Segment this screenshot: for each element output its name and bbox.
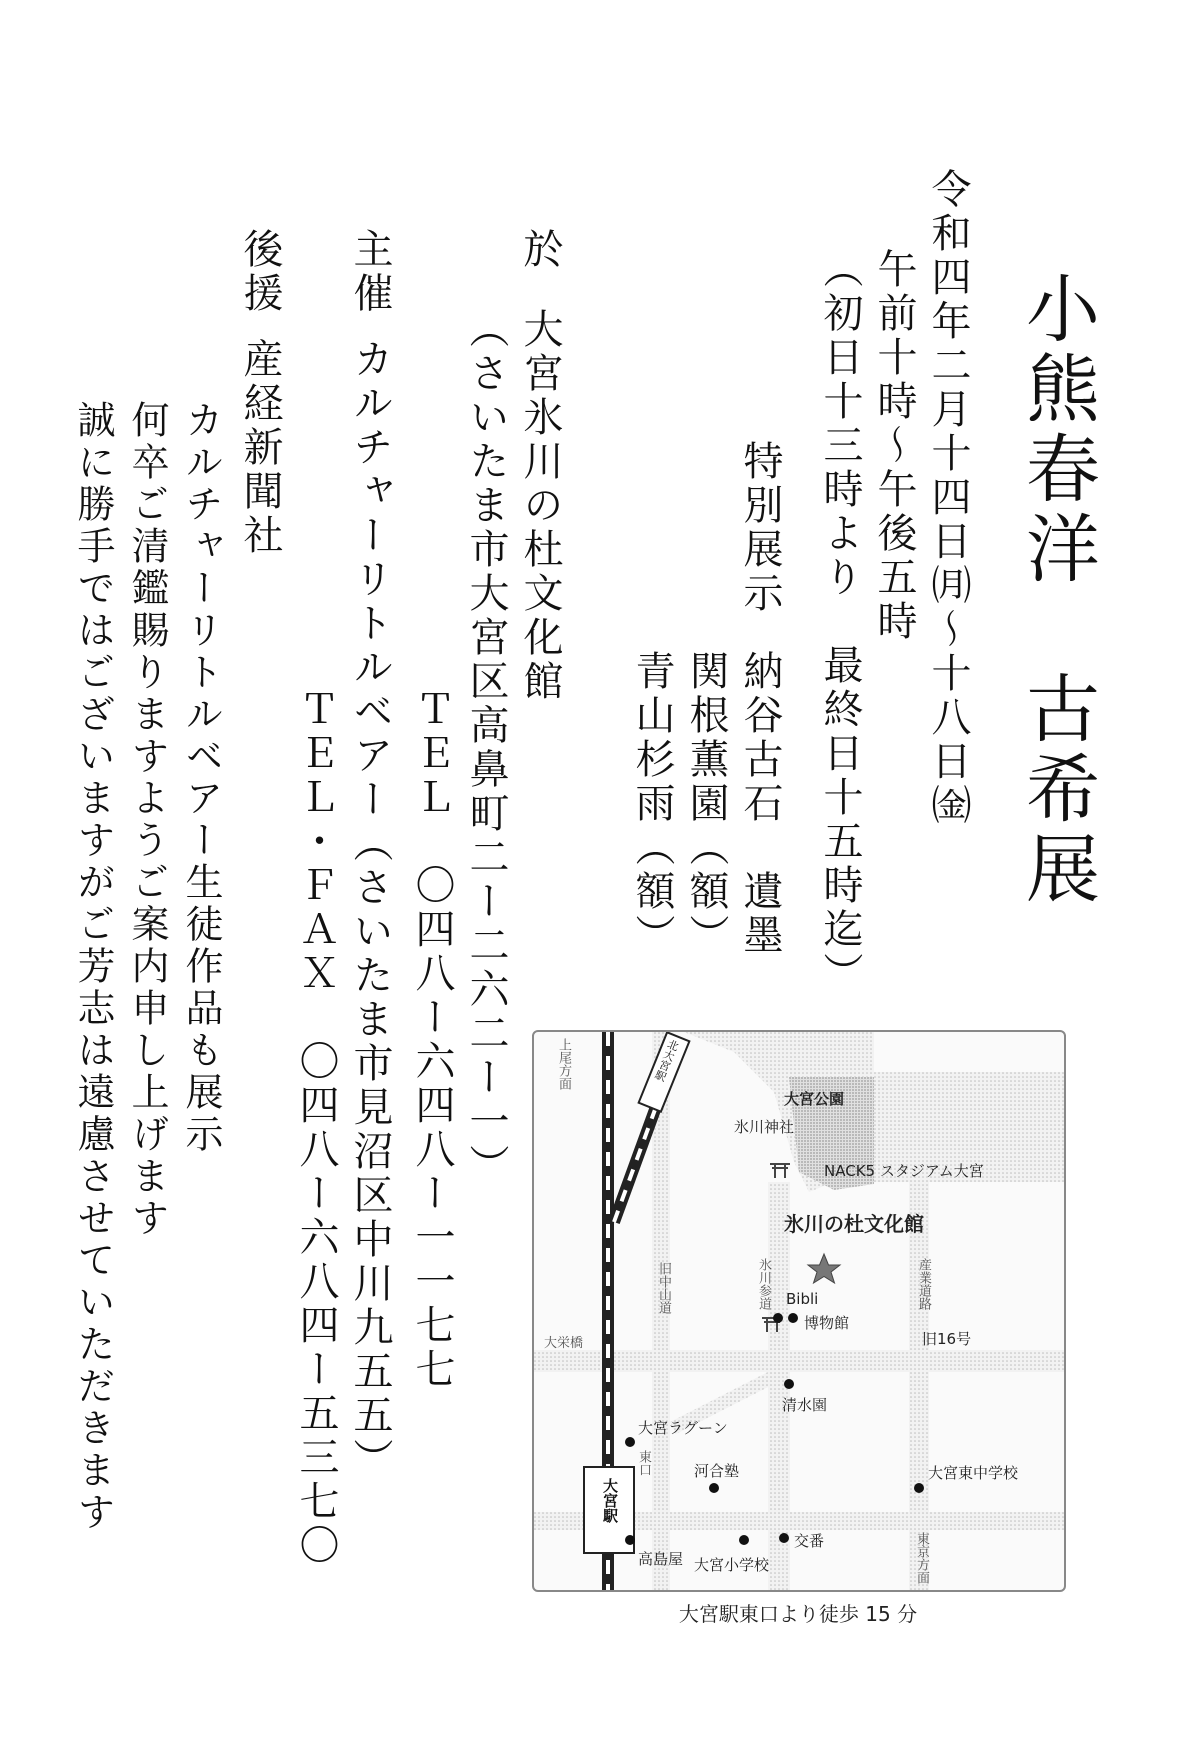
shimizuen-label: 清水園 [782, 1396, 828, 1414]
to-ueno-label: 上尾方面 [556, 1038, 571, 1090]
koban-label: 交番 [794, 1532, 825, 1550]
laguna-label: 大宮ラグーン [638, 1419, 728, 1437]
date-line: 令和四年二月十四日㈪～十八日㈮ [925, 168, 971, 828]
venue-name: 大宮氷川の杜文化館 [517, 308, 563, 704]
kawaijuku-label: 河合塾 [694, 1462, 740, 1480]
organizer-name: カルチャーリトルベアー（さいたま市見沼区中川九五五） [347, 338, 393, 1482]
east-jhs-label: 大宮東中学校 [928, 1464, 1019, 1482]
old16-label: 旧16号 [922, 1330, 972, 1348]
east-jhs-dot [914, 1483, 924, 1493]
kita-omiya-label: 北大宮駅 [652, 1037, 681, 1084]
hours-line: 午前十時～午後五時 [871, 248, 917, 644]
closing-line2: 何卒ご清鑑賜りますようご案内申し上げます [125, 400, 169, 1240]
special-line2: 関根薫園（額） [683, 650, 729, 958]
bibli-dot [773, 1313, 783, 1323]
road-sangyo [909, 1182, 929, 1590]
organizer-tel: ＴＥＬ・ＦＡＸ 〇四八ー六八四ー五三七〇 [293, 688, 339, 1568]
takashimaya-dot [625, 1535, 635, 1545]
laguna-dot [625, 1437, 635, 1447]
page-title: 小熊春洋 古希展 [1014, 270, 1100, 910]
museum-label: 博物館 [804, 1314, 850, 1332]
elementary-dot [739, 1535, 749, 1545]
daiei-label: 大栄橋 [544, 1336, 584, 1351]
venue-map-label: 氷川の杜文化館 [784, 1212, 924, 1236]
stadium-label: NACK5 スタジアム大宮 [824, 1162, 984, 1180]
sponsor-name: 産経新聞社 [237, 338, 283, 558]
venue-tel: ＴＥＬ 〇四八ー六四八ー一一七七 [409, 688, 455, 1392]
station-label: 大宮駅 [601, 1478, 619, 1523]
old-nakasendo-label: 旧中山道 [656, 1262, 671, 1314]
elementary-label: 大宮小学校 [694, 1556, 770, 1574]
special-line3: 青山杉雨（額） [629, 650, 675, 958]
museum-dot [788, 1313, 798, 1323]
kawaijuku-dot [709, 1483, 719, 1493]
shimizuen-dot [784, 1379, 794, 1389]
to-tokyo-label: 東京方面 [914, 1532, 929, 1584]
special-label: 特別展示 [737, 440, 783, 616]
special-line1: 納谷古石 遺墨 [737, 650, 783, 958]
access-map [532, 1030, 1066, 1592]
closing-line1: カルチャーリトルベアー生徒作品も展示 [179, 400, 223, 1156]
takashimaya-label: 高島屋 [638, 1550, 684, 1568]
closing-line3: 誠に勝手ではございますがご芳志は遠慮させていただきます [71, 400, 115, 1534]
east-exit-label: 東口 [636, 1450, 651, 1476]
venue-label: 於 [517, 228, 563, 272]
venue-address: （さいたま市大宮区高鼻町二ー二六二ー一） [463, 308, 509, 1188]
sponsor-label: 後援 [237, 228, 283, 316]
sando-label: 氷川参道 [756, 1258, 771, 1310]
koban-dot [779, 1533, 789, 1543]
map-caption: 大宮駅東口より徒歩 15 分 [678, 1602, 918, 1626]
hours-note: （初日十三時より 最終日十五時迄） [817, 248, 863, 996]
torii-icon [770, 1164, 790, 1178]
venue-star-icon [808, 1254, 840, 1283]
sangyo-road-label: 産業道路 [916, 1258, 931, 1310]
shrine-label: 氷川神社 [734, 1118, 795, 1136]
park-label: 大宮公園 [784, 1090, 845, 1108]
bibli-label: Bibli [786, 1290, 819, 1308]
organizer-label: 主催 [347, 228, 393, 316]
